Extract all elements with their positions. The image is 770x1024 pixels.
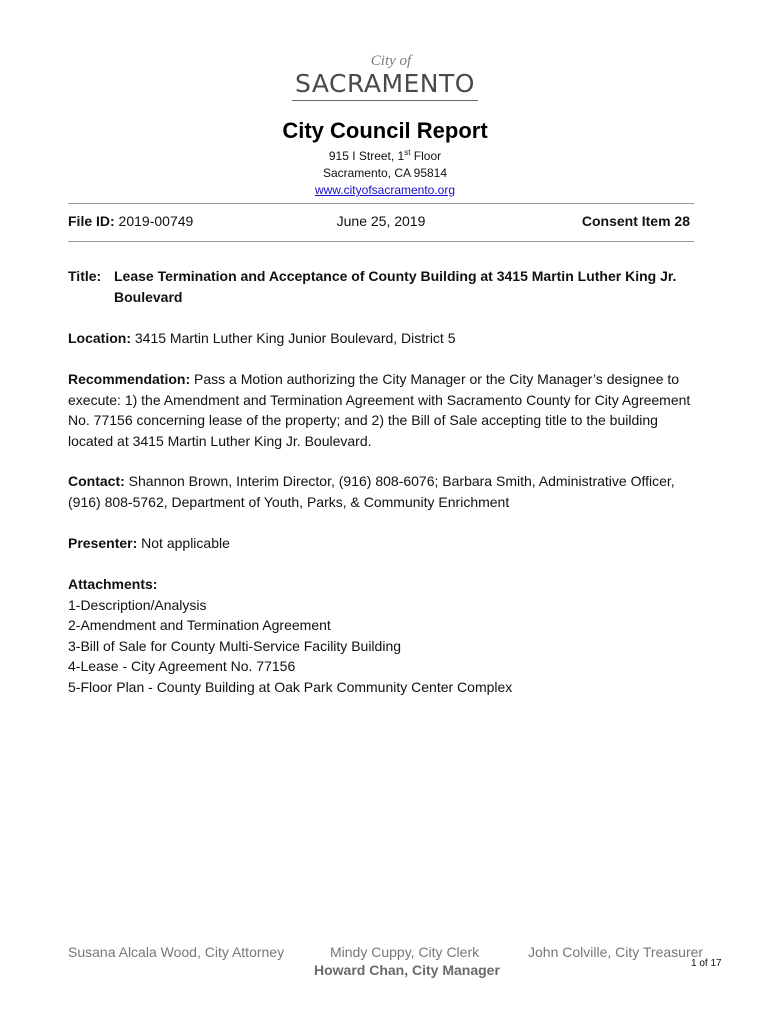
presenter-section: [68, 533, 708, 554]
city-line: Sacramento, CA 95814: [322, 166, 448, 180]
recommendation-label: Recommendation:: [68, 371, 191, 387]
report-header: [0, 118, 770, 199]
website-link[interactable]: www.cityofsacramento.org: [314, 183, 456, 197]
file-id-label: File ID:: [68, 213, 115, 229]
presenter-text: Not applicable: [137, 535, 230, 551]
attachment-item: 1-Description/Analysis: [68, 596, 207, 613]
recommendation-text: Pass a Motion authorizing the City Manager or the City Manager’s designee to execute: 1) the Amendment and Termination Agreement with Sacramento County for City Agreement No. 77156 concerning lease of the property; and 2) the Bill of Sale accepting title to the building located at 3415 Martin Luther King Jr. Boulevard.: [68, 371, 691, 449]
contact-label: Contact:: [68, 473, 125, 489]
attachment-item: 5-Floor Plan - County Building at Oak Park Community Center Complex: [68, 678, 513, 695]
footer-manager: Howard Chan, City Manager: [314, 962, 500, 978]
footer-attorney: Susana Alcala Wood, City Attorney: [68, 944, 285, 960]
recommendation-section: [68, 369, 700, 451]
location-section: [68, 328, 708, 349]
attachment-item: 3-Bill of Sale for County Multi-Service Facility Building: [68, 637, 402, 654]
logo-name: SACRAMENTO: [295, 69, 475, 98]
address-start: 915 I Street, 1: [328, 149, 405, 163]
footer-treasurer: John Colville, City Treasurer: [528, 944, 704, 960]
attachments-label: Attachments:: [68, 576, 158, 592]
city-logo: [0, 52, 770, 101]
address-end: Floor: [410, 149, 442, 163]
title-section: [68, 266, 708, 307]
presenter-label: Presenter:: [68, 535, 138, 551]
contact-section: [68, 471, 678, 512]
top-divider: [68, 203, 694, 204]
title-label: Title:: [68, 268, 102, 284]
street-address: [0, 144, 770, 165]
address-ordinal: st: [404, 148, 411, 157]
bottom-divider: [68, 241, 694, 242]
location-text: 3415 Martin Luther King Junior Boulevard, District 5: [131, 330, 456, 346]
attachment-item: 4-Lease - City Agreement No. 77156: [68, 658, 296, 674]
contact-text: Shannon Brown, Interim Director, (916) 808-6076; Barbara Smith, Administrative Officer, (916) 808-5762, Department of Youth, Parks, & Community Enrichment: [68, 473, 675, 510]
title-text: Lease Termination and Acceptance of County Building at 3415 Martin Luther King Jr. Boulevard: [114, 268, 677, 305]
footer-clerk: Mindy Cuppy, City Clerk: [330, 944, 480, 960]
meeting-date: June 25, 2019: [336, 213, 426, 229]
location-label: Location:: [68, 330, 131, 346]
report-title: City Council Report: [282, 118, 488, 143]
attachment-item: 2-Amendment and Termination Agreement: [68, 617, 331, 633]
file-id-value: 2019-00749: [114, 213, 194, 229]
page-number: 1 of 17: [691, 958, 722, 969]
consent-item: Consent Item 28: [581, 213, 690, 229]
logo-city-of: City of: [370, 53, 412, 69]
attachments-section: [68, 574, 708, 697]
logo-underline: [292, 100, 478, 101]
